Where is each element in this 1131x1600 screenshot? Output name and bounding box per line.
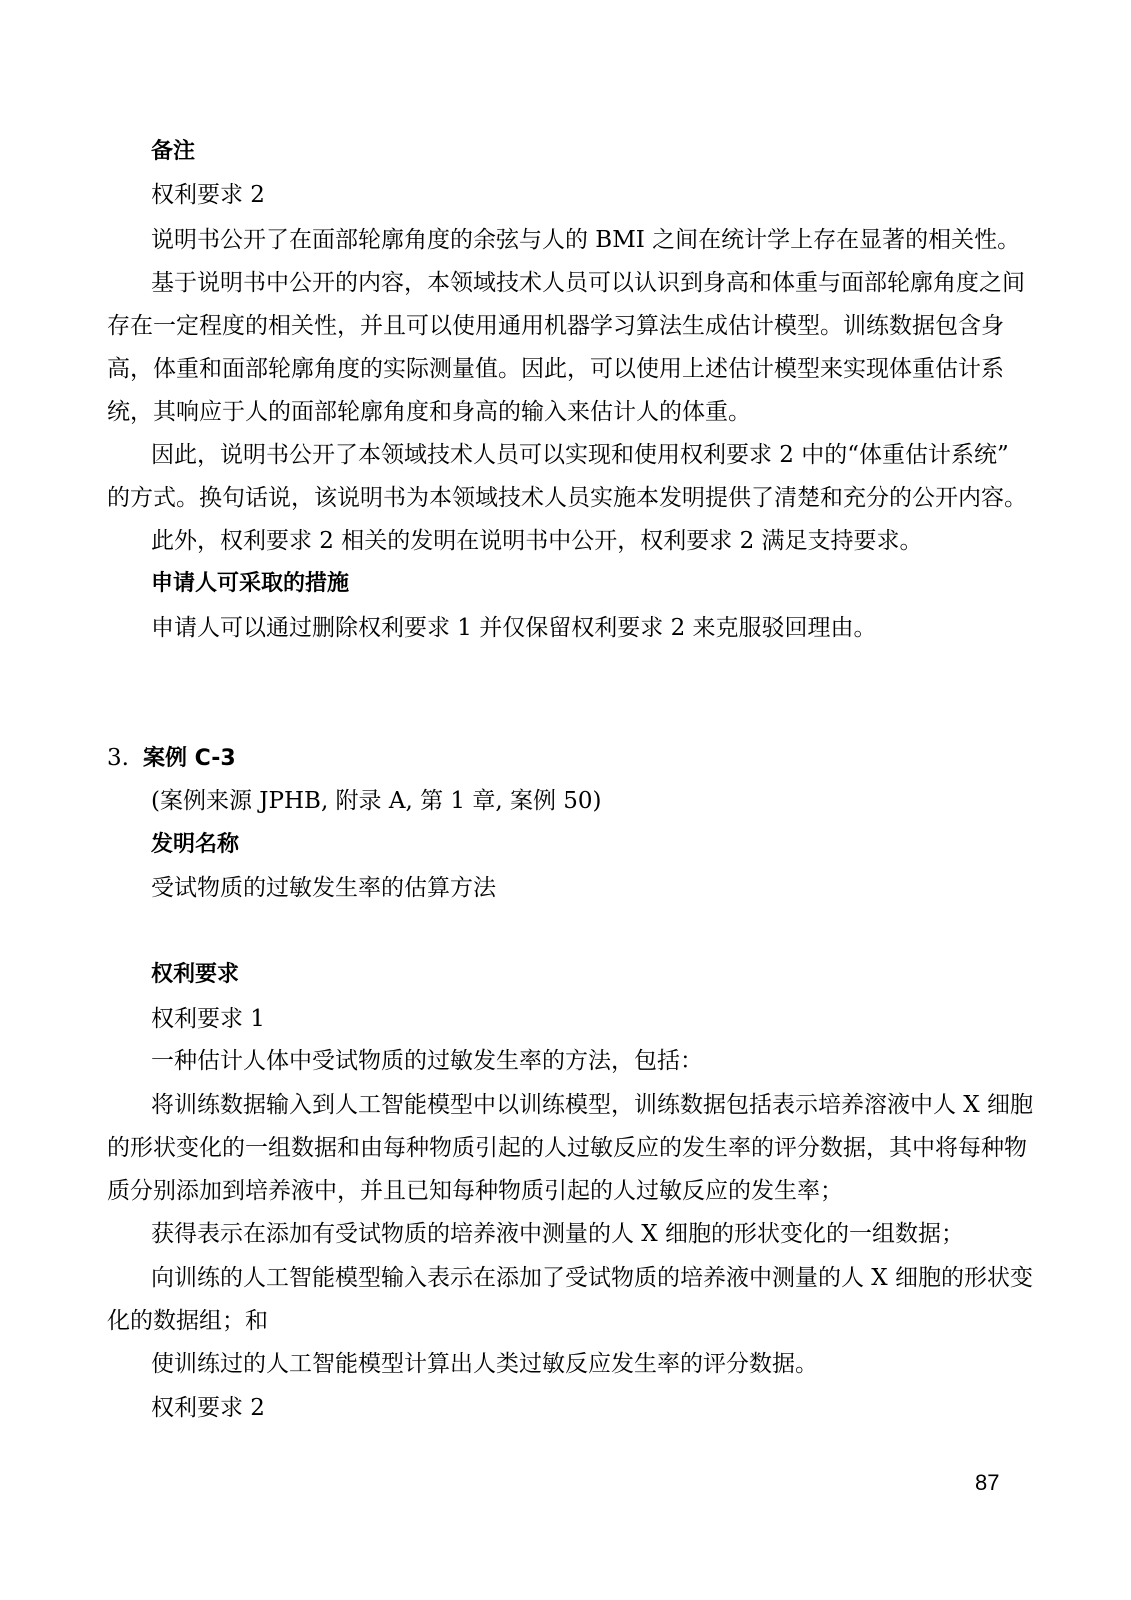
claims-heading: 权利要求 bbox=[151, 962, 240, 987]
invention-name: 受试物质的过敏发生率的估算方法 bbox=[151, 875, 496, 901]
claim-step-line: 使训练过的人工智能模型计算出人类过敏反应发生率的评分数据。 bbox=[151, 1351, 818, 1377]
paragraph-line: 基于说明书中公开的内容，本领域技术人员可以认识到身高和体重与面部轮廓角度之间 bbox=[151, 270, 1025, 296]
paragraph-line: 统，其响应于人的面部轮廓角度和身高的输入来估计人的体重。 bbox=[107, 399, 751, 425]
claim-step-line: 将训练数据输入到人工智能模型中以训练模型，训练数据包括表示培养溶液中人 X 细胞 bbox=[151, 1092, 1033, 1118]
case-number: 3. bbox=[107, 745, 129, 771]
claim-step-line: 的形状变化的一组数据和由每种物质引起的人过敏反应的发生率的评分数据，其中将每种物 bbox=[107, 1135, 1027, 1161]
page-number: 87 bbox=[975, 1470, 1000, 1495]
claim-step-line: 获得表示在添加有受试物质的培养液中测量的人 X 细胞的形状变化的一组数据； bbox=[151, 1221, 964, 1247]
paragraph-line: 的方式。换句话说，该说明书为本领域技术人员实施本发明提供了清楚和充分的公开内容。 bbox=[107, 485, 1027, 511]
case-heading bbox=[107, 743, 236, 774]
remarks-heading: 备注 bbox=[151, 139, 196, 164]
measures-text: 申请人可以通过删除权利要求 1 并仅保留权利要求 2 来克服驳回理由。 bbox=[151, 615, 877, 641]
claim-step-line: 质分别添加到培养液中，并且已知每种物质引起的人过敏反应的发生率； bbox=[107, 1178, 843, 1204]
paragraph-line: 高，体重和面部轮廓角度的实际测量值。因此，可以使用上述估计模型来实现体重估计系 bbox=[107, 356, 1004, 382]
case-title: 案例 C-3 bbox=[142, 746, 236, 771]
paragraph-line: 存在一定程度的相关性，并且可以使用通用机器学习算法生成估计模型。训练数据包含身 bbox=[107, 313, 1004, 339]
case-source: (案例来源 JPHB, 附录 A, 第 1 章, 案例 50) bbox=[151, 788, 602, 814]
paragraph-support: 此外，权利要求 2 相关的发明在说明书中公开，权利要求 2 满足支持要求。 bbox=[151, 528, 923, 554]
claim-step-line: 向训练的人工智能模型输入表示在添加了受试物质的培养液中测量的人 X 细胞的形状变 bbox=[151, 1265, 1033, 1291]
paragraph-bmi-correlation: 说明书公开了在面部轮廓角度的余弦与人的 BMI 之间在统计学上存在显著的相关性。 bbox=[151, 227, 1021, 253]
claim1-intro: 一种估计人体中受试物质的过敏发生率的方法，包括： bbox=[151, 1048, 703, 1074]
invention-name-heading: 发明名称 bbox=[151, 832, 240, 857]
measures-heading: 申请人可采取的措施 bbox=[151, 571, 350, 596]
claim2-label-bottom: 权利要求 2 bbox=[151, 1395, 265, 1421]
claim-step-line: 化的数据组；和 bbox=[107, 1308, 268, 1334]
claim2-label: 权利要求 2 bbox=[151, 182, 265, 208]
claim1-label: 权利要求 1 bbox=[151, 1006, 265, 1032]
paragraph-line: 因此，说明书公开了本领域技术人员可以实现和使用权利要求 2 中的“体重估计系统” bbox=[151, 442, 1009, 468]
